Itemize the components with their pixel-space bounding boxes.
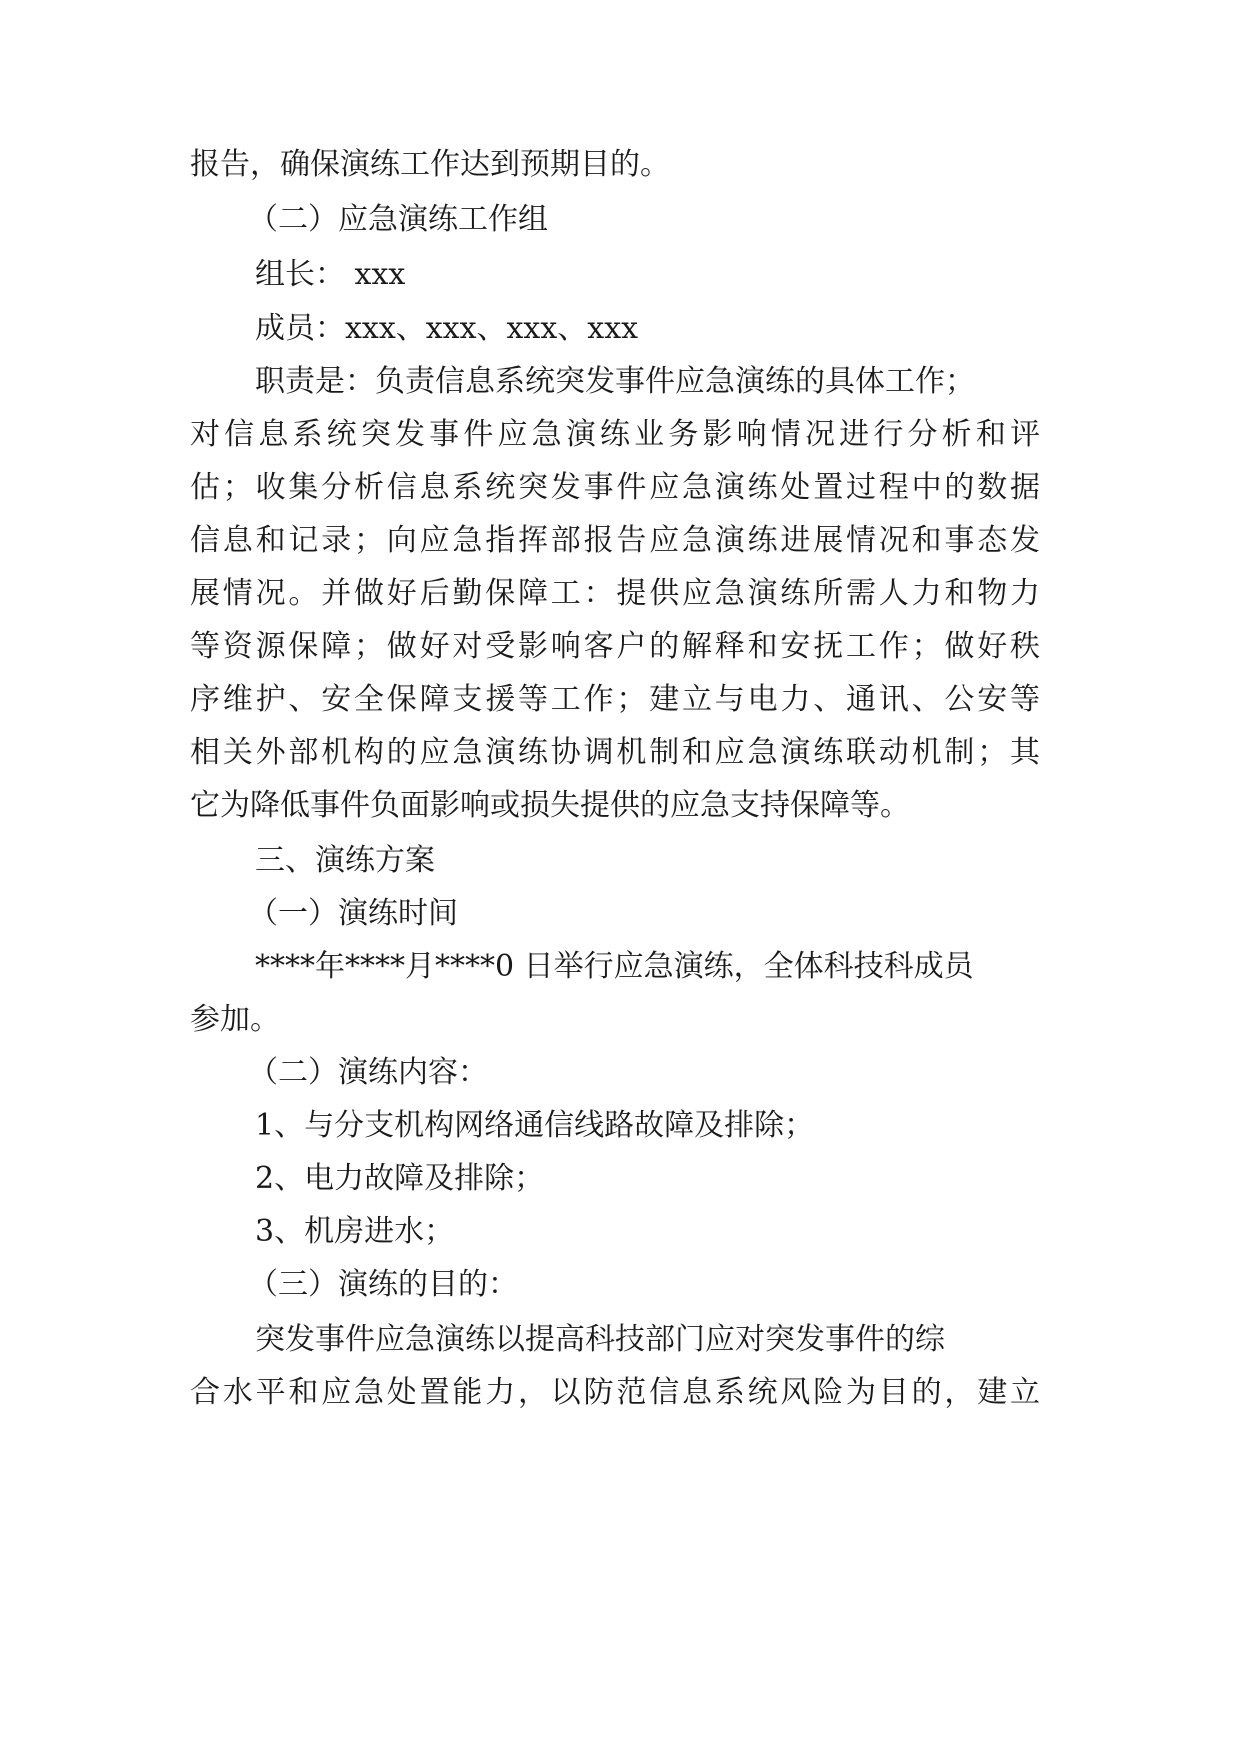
subsection-heading: （一）演练时间 bbox=[248, 896, 458, 931]
list-item: 2、电力故障及排除； bbox=[255, 1161, 545, 1196]
paragraph-line: 信息和记录；向应急指挥部报告应急演练进展情况和事态发 bbox=[190, 523, 1040, 558]
paragraph-line: ****年****月****0 日举行应急演练，全体科技科成员 bbox=[255, 949, 974, 984]
paragraph-line: 展情况。并做好后勤保障工：提供应急演练所需人力和物力 bbox=[190, 576, 1040, 611]
paragraph-line: 等资源保障；做好对受影响客户的解释和安抚工作；做好秩 bbox=[190, 629, 1040, 664]
list-item: 3、机房进水； bbox=[255, 1214, 455, 1249]
subsection-heading: （二）演练内容： bbox=[248, 1055, 488, 1090]
paragraph-line: 职责是：负责信息系统突发事件应急演练的具体工作； bbox=[255, 364, 975, 399]
paragraph-line: 参加。 bbox=[190, 1002, 280, 1037]
team-members-line: 成员：xxx、xxx、xxx、xxx bbox=[255, 311, 639, 346]
paragraph-line: 相关外部机构的应急演练协调机制和应急演练联动机制；其 bbox=[190, 735, 1040, 770]
paragraph-line: 突发事件应急演练以提高科技部门应对突发事件的综 bbox=[255, 1322, 945, 1357]
team-leader-line: 组长： xxx bbox=[255, 257, 406, 292]
paragraph-line: 序维护、安全保障支援等工作；建立与电力、通讯、公安等 bbox=[190, 682, 1040, 717]
paragraph-line: 估；收集分析信息系统突发事件应急演练处置过程中的数据 bbox=[190, 470, 1040, 505]
paragraph-line: 它为降低事件负面影响或损失提供的应急支持保障等。 bbox=[190, 788, 910, 823]
list-item: 1、与分支机构网络通信线路故障及排除； bbox=[255, 1108, 815, 1143]
paragraph-line: 报告，确保演练工作达到预期目的。 bbox=[190, 147, 670, 182]
section-heading: （二）应急演练工作组 bbox=[248, 202, 548, 237]
paragraph-line: 合水平和应急处置能力，以防范信息系统风险为目的，建立 bbox=[190, 1375, 1040, 1410]
paragraph-line: 对信息系统突发事件应急演练业务影响情况进行分析和评 bbox=[190, 417, 1040, 452]
subsection-heading: （三）演练的目的： bbox=[248, 1267, 518, 1302]
section-heading: 三、演练方案 bbox=[255, 843, 435, 878]
